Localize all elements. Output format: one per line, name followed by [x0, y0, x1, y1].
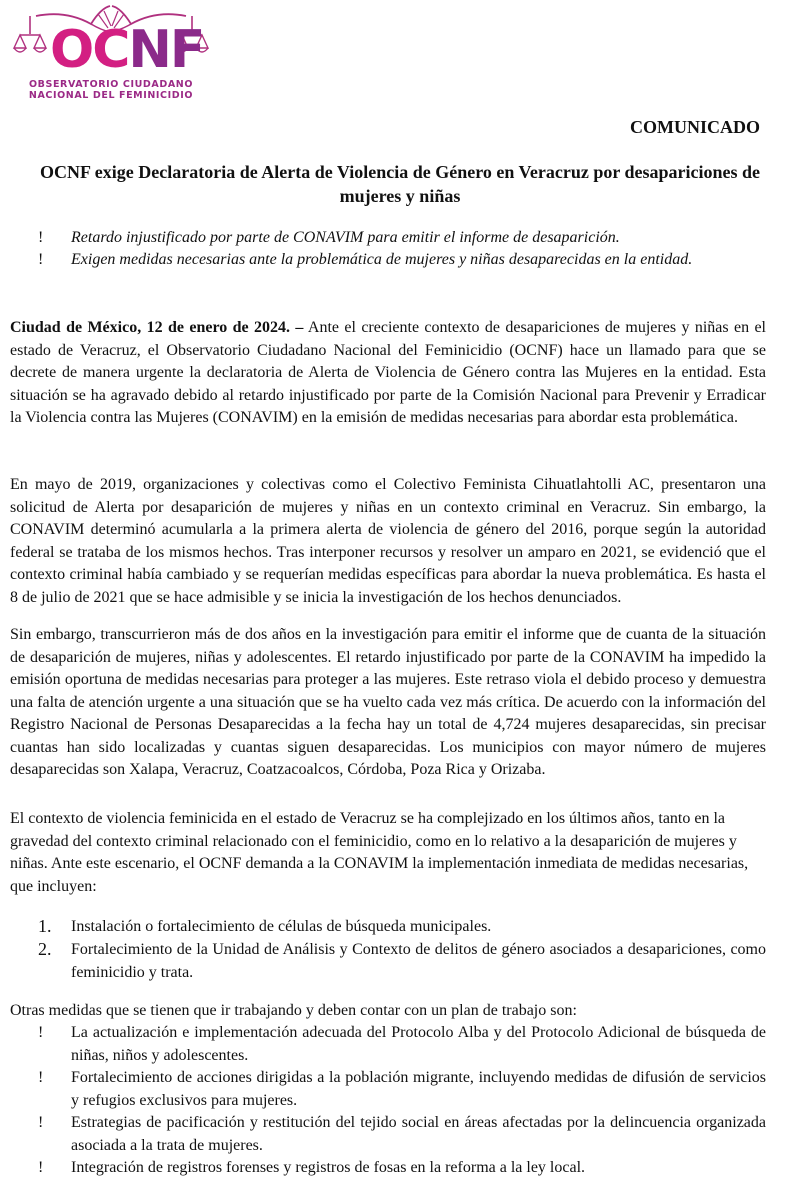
measure-item — [38, 1022, 766, 1067]
logo-oc: OC — [50, 20, 129, 80]
document-label: COMUNICADO — [630, 117, 760, 137]
highlight-text: Retardo injustificado por parte de CONAVIM para emitir el informe de desaparición. — [71, 229, 620, 246]
paragraph-4: El contexto de violencia feminicida en el estado de Veracruz se ha complejizado en los últimos años, tanto en la gravedad del contexto criminal relacionado con el feminicidio, como en lo relativo a la desaparición de mujeres y niñas. Ante este escenario, el OCNF demanda a la CONAVIM la implementación inmediata de medidas necesarias, que incluyen: — [10, 810, 749, 895]
logo-subtitle-line2: NACIONAL DEL FEMINICIDIO — [28, 90, 194, 101]
demands-list — [38, 915, 766, 984]
paragraph-1-text: Ante el creciente contexto de desapariciones de mujeres y niñas en el estado de Veracruz, el Observatorio Ciudadano Nacional del Feminicidio (OCNF) hace un llamado para que se decrete de manera urgente la declaratoria de Alerta de Violencia de Género contra las Mujeres en la entidad. Esta situación se ha agravado debido al retardo injustificado por parte de la Comisión Nacional para Prevenir y Erradicar la Violencia contra las Mujeres (CONAVIM) en la emisión de medidas necesarias para abordar esta problemática. — [10, 319, 767, 426]
paragraph-2: En mayo de 2019, organizaciones y colectivas como el Colectivo Feminista Cihuatlahtolli AC, presentaron una solicitud de Alerta por desaparición de mujeres y niñas en un contexto criminal en Veracruz. Sin embargo, la CONAVIM determinó acumularla a la primera alerta de violencia de género del 2016, porque según la autoridad federal se trataba de los mismos hechos. Tras interponer recursos y resolver un amparo en 2021, se evidenció que el contexto criminal había cambiado y se requerían medidas específicas para abordar la nueva problemática. Es hasta el 8 de julio de 2021 que se hace admisible y se inicia la investigación de los hechos denunciados. — [10, 476, 766, 606]
logo-subtitle-line1: OBSERVATORIO CIUDADANO — [29, 79, 193, 90]
exclamation-bullet-icon: ! — [38, 229, 44, 246]
ocnf-logo — [6, 2, 216, 102]
paragraph-5: Otras medidas que se tienen que ir trabajando y deben contar con un plan de trabajo son: — [10, 1002, 577, 1019]
highlight-text: Exigen medidas necesarias ante la problemática de mujeres y niñas desaparecidas en la entidad. — [71, 251, 693, 268]
exclamation-bullet-icon: ! — [38, 1069, 44, 1086]
measure-text: Fortalecimiento de acciones dirigidas a la población migrante, incluyendo medidas de difusión de servicios y refugios exclusivos para mujeres. — [71, 1069, 766, 1109]
measure-text: Integración de registros forenses y registros de fosas en la reforma a la ley local. — [71, 1159, 586, 1176]
exclamation-bullet-icon: ! — [38, 251, 44, 268]
demand-text: Instalación o fortalecimiento de células de búsqueda municipales. — [71, 918, 492, 935]
exclamation-bullet-icon: ! — [38, 1114, 44, 1131]
headline: OCNF exige Declaratoria de Alerta de Violencia de Género en Veracruz por desapariciones de mujeres y niñas — [39, 162, 761, 206]
paragraph-3: Sin embargo, transcurrieron más de dos años en la investigación para emitir el informe que de cuanta de la situación de desaparición de mujeres, niñas y adolescentes. El retardo injustificado por parte de la CONAVIM ha impedido la emisión oportuna de medidas necesarias para proteger a las mujeres. Este retraso viola el debido proceso y demuestra una falta de atención urgente a una situación que se ha vuelto cada vez más crítica. De acuerdo con la información del Registro Nacional de Personas Desaparecidas a la fecha hay un total de 4,724 mujeres desaparecidas, sin precisar cuantas han sido localizadas y cuantas siguen desaparecidas. Los municipios con mayor número de mujeres desaparecidas son Xalapa, Veracruz, Coatzacoalcos, Córdoba, Poza Rica y Orizaba. — [10, 626, 766, 778]
logo-nf: NF — [128, 20, 204, 80]
measure-item — [38, 1157, 766, 1180]
highlights-list — [38, 227, 758, 271]
dateline: Ciudad de México, 12 de enero de 2024. – — [10, 319, 304, 336]
demand-item — [38, 938, 766, 984]
paragraph-1 — [10, 317, 766, 430]
other-measures-list — [38, 1022, 766, 1180]
item-number: 1. — [38, 916, 52, 936]
logo-wordmark — [50, 20, 204, 80]
highlight-item — [38, 249, 758, 271]
measure-item — [38, 1112, 766, 1157]
demand-item — [38, 915, 766, 938]
exclamation-bullet-icon: ! — [38, 1159, 44, 1176]
exclamation-bullet-icon: ! — [38, 1024, 44, 1041]
measure-item — [38, 1067, 766, 1112]
demand-text: Fortalecimiento de la Unidad de Análisis y Contexto de delitos de género asociados a desapariciones, como feminicidio y trata. — [71, 941, 766, 981]
highlight-item — [38, 227, 758, 249]
measure-text: La actualización e implementación adecuada del Protocolo Alba y del Protocolo Adicional de búsqueda de niñas, niños y adolescentes. — [71, 1024, 766, 1064]
item-number: 2. — [38, 939, 52, 959]
measure-text: Estrategias de pacificación y restitución del tejido social en áreas afectadas por la delincuencia organizada asociada a la trata de mujeres. — [71, 1114, 766, 1154]
